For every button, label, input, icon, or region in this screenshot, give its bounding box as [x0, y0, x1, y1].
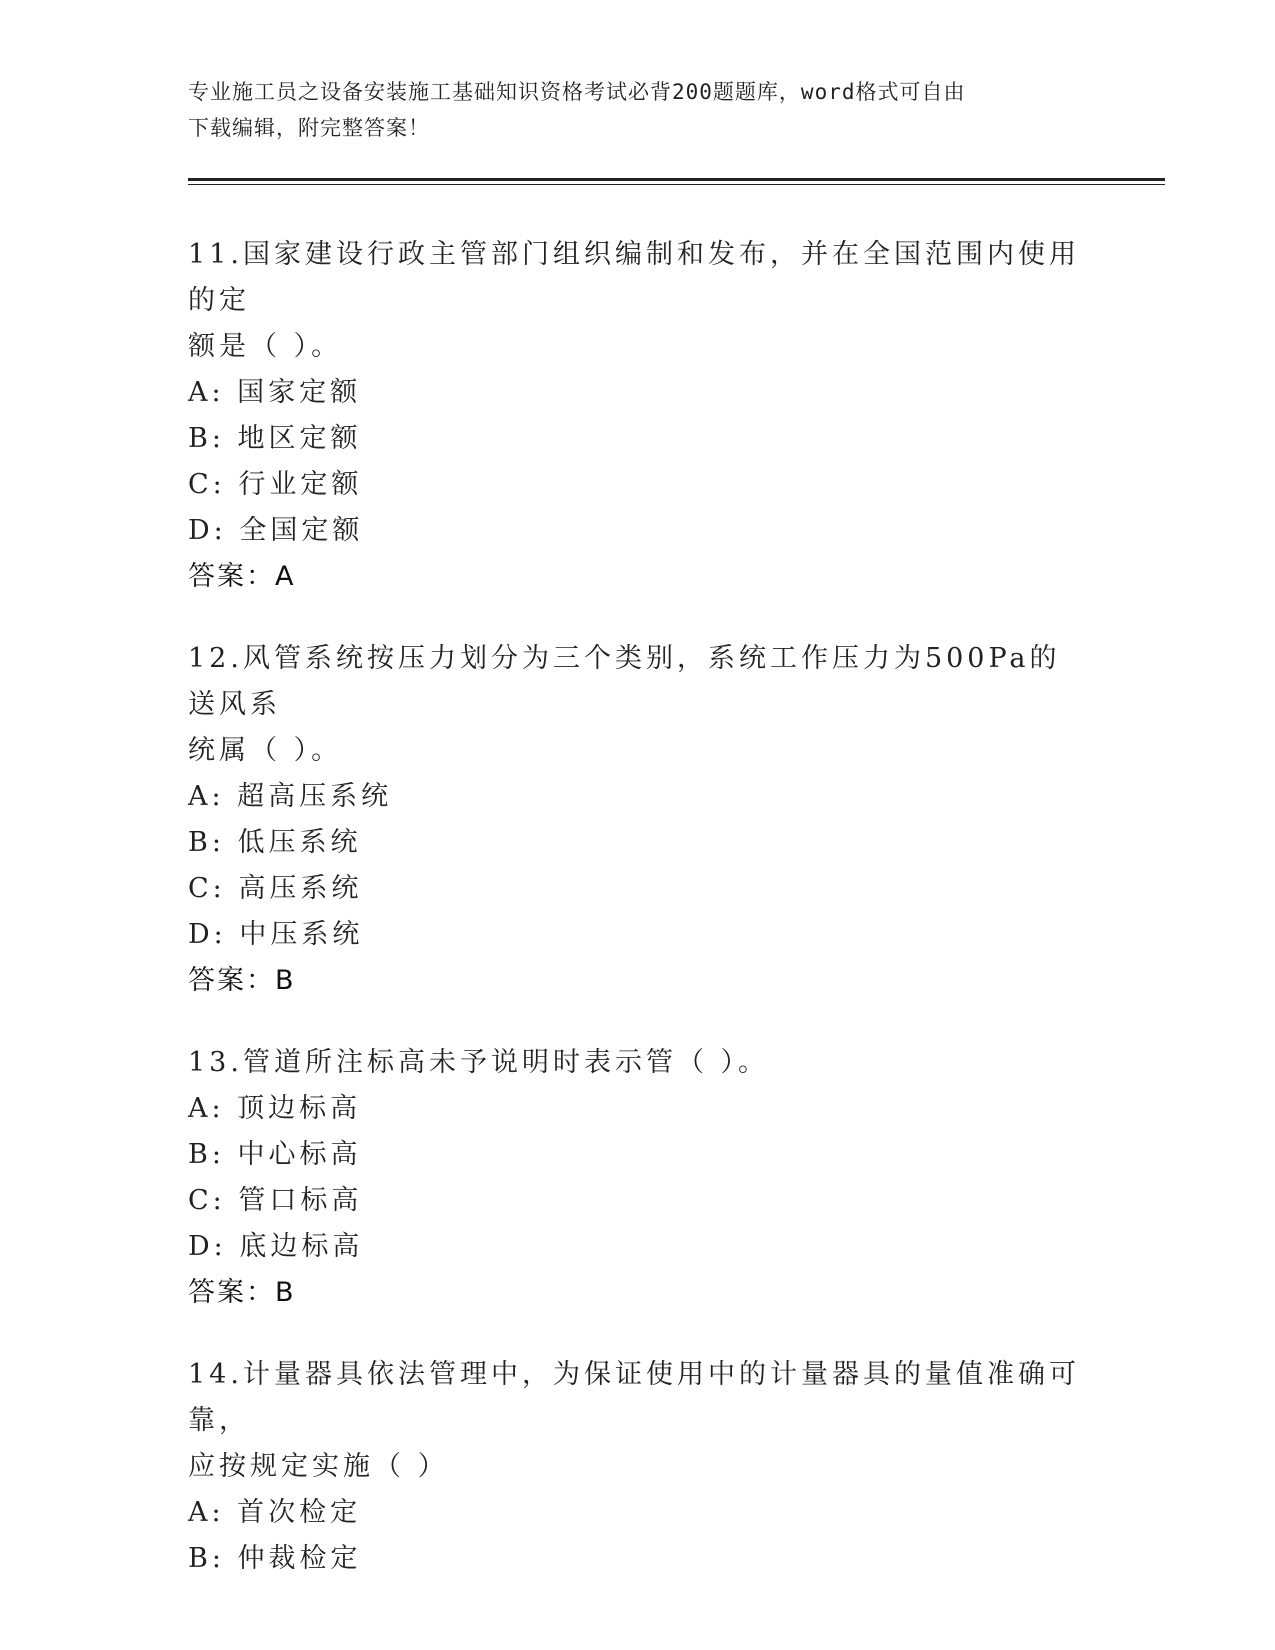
header-divider-thick	[188, 178, 1165, 181]
option-c: C: 行业定额	[188, 469, 363, 500]
option-a: A: 国家定额	[188, 377, 362, 408]
question-text-line: 14.计量器具依法管理中，为保证使用中的计量器具的量值准确可靠，	[188, 1359, 1080, 1436]
option-a: A: 顶边标高	[188, 1093, 362, 1124]
option-b: B: 中心标高	[188, 1139, 362, 1170]
option-d: D: 中压系统	[188, 919, 364, 950]
question-text-line: 额是（ ）。	[188, 331, 343, 362]
header-line-1: 专业施工员之设备安装施工基础知识资格考试必背200题题库，word格式可自由	[188, 80, 966, 104]
question-14	[188, 1352, 1088, 1582]
header-divider-thin	[188, 184, 1165, 185]
option-d: D: 全国定额	[188, 515, 364, 546]
option-d: D: 底边标高	[188, 1231, 364, 1262]
question-13	[188, 1040, 1088, 1316]
option-c: C: 管口标高	[188, 1185, 363, 1216]
option-b: B: 低压系统	[188, 827, 362, 858]
header-line-2: 下载编辑，附完整答案！	[188, 116, 430, 140]
option-c: C: 高压系统	[188, 873, 363, 904]
question-text-line: 12.风管系统按压力划分为三个类别，系统工作压力为500Pa的送风系	[188, 643, 1061, 720]
question-list	[188, 232, 1088, 1618]
question-text-line: 统属（ ）。	[188, 735, 343, 766]
option-a: A: 首次检定	[188, 1497, 362, 1528]
question-11	[188, 232, 1088, 600]
question-12	[188, 636, 1088, 1004]
answer-line: 答案：B	[188, 965, 296, 996]
question-text-line: 应按规定实施（ ）	[188, 1451, 449, 1482]
answer-line: 答案：B	[188, 1277, 296, 1308]
option-a: A: 超高压系统	[188, 781, 393, 812]
option-b: B: 地区定额	[188, 423, 362, 454]
question-text-line: 11.国家建设行政主管部门组织编制和发布，并在全国范围内使用的定	[188, 239, 1080, 316]
option-b: B: 仲裁检定	[188, 1543, 362, 1574]
question-text-line: 13.管道所注标高未予说明时表示管（ ）。	[188, 1047, 770, 1078]
answer-line: 答案：A	[188, 561, 296, 592]
document-header	[188, 74, 1088, 146]
